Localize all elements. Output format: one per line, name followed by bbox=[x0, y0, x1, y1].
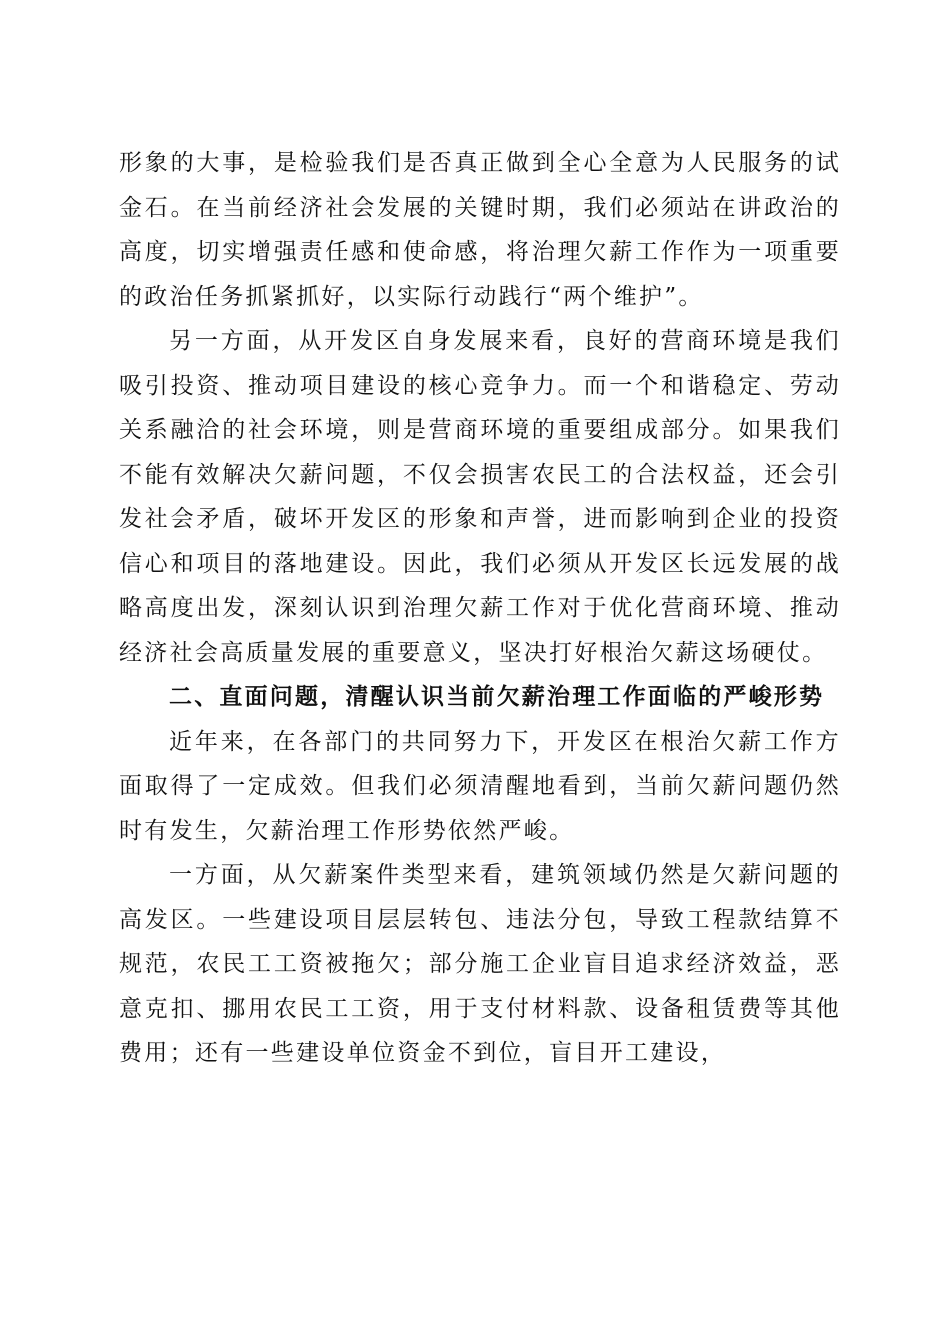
paragraph-2: 另一方面，从开发区自身发展来看，良好的营商环境是我们吸引投资、推动项目建设的核心竞争力。而一个和谐稳定、劳动关系融洽的社会环境，则是营商环境的重要组成部分。如果我们不能有效解决欠薪问题，不仅会损害农民工的合法权益，还会引发社会矛盾，破坏开发区的形象和声誉，进而影响到企业的投资信心和项目的落地建设。因此，我们必须从开发区长远发展的战略高度出发，深刻认识到治理欠薪工作对于优化营商环境、推动经济社会高质量发展的重要意义，坚决打好根治欠薪这场硬仗。 bbox=[119, 328, 841, 666]
document-body bbox=[119, 141, 841, 1076]
section-heading: 二、直面问题，清醒认识当前欠薪治理工作面临的严峻形势 bbox=[169, 684, 825, 710]
paragraph-4: 一方面，从欠薪案件类型来看，建筑领域仍然是欠薪问题的高发区。一些建设项目层层转包、违法分包，导致工程款结算不规范，农民工工资被拖欠；部分施工企业盲目追求经济效益，恶意克扣、挪用农民工工资，用于支付材料款、设备租赁费等其他费用；还有一些建设单位资金不到位，盲目开工建设， bbox=[119, 862, 841, 1066]
paragraph-1: 形象的大事，是检验我们是否真正做到全心全意为人民服务的试金石。在当前经济社会发展的关键时期，我们必须站在讲政治的高度，切实增强责任感和使命感，将治理欠薪工作作为一项重要的政治任务抓紧抓好，以实际行动践行“两个维护”。 bbox=[119, 150, 841, 310]
paragraph-3: 近年来，在各部门的共同努力下，开发区在根治欠薪工作方面取得了一定成效。但我们必须清醒地看到，当前欠薪问题仍然时有发生，欠薪治理工作形势依然严峻。 bbox=[119, 728, 841, 844]
